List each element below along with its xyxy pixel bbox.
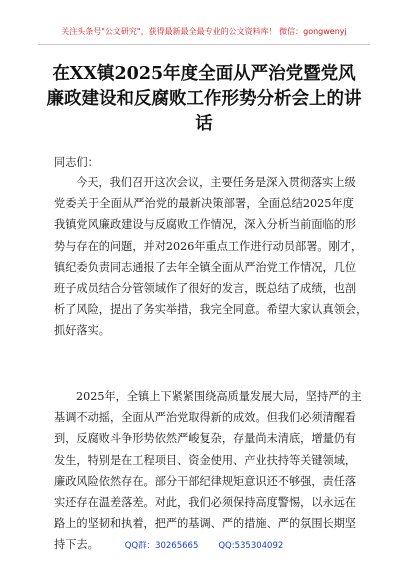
paragraph-line: 党委关于全面从严治党的最新决策部署，全面总结2025年度 bbox=[54, 197, 354, 211]
salutation: 同志们： bbox=[54, 156, 99, 169]
paragraph-line: 今天，我们召开这次会议，主要任务是深入贯彻落实上级 bbox=[76, 176, 356, 189]
paragraph-line: 实还存在温差落差。对此，我们必须保持高度警惕，以永远在 bbox=[54, 496, 357, 510]
paragraph-line: 基调不动摇，全面从严治党取得新的成效。但我们必须清醒看 bbox=[54, 411, 357, 425]
paragraph-line: 镇纪委负责同志通报了去年全镇全面从严治党工作情况，几位 bbox=[54, 260, 357, 274]
paragraph-1 bbox=[54, 172, 368, 342]
paragraph-line: 到，反腐败斗争形势依然严峻复杂，存量尚未清底，增量仍有 bbox=[54, 432, 357, 446]
paragraph-line: 路上的坚韧和执着，把严的基调、严的措施、严的氛围长期坚 bbox=[54, 517, 357, 531]
paragraph-line: 抓好落实。 bbox=[54, 324, 110, 338]
paragraph-line: 发生，特别是在工程项目、资金使用、产业扶持等关键领域， bbox=[54, 453, 357, 467]
title-line-3: 话 bbox=[195, 114, 213, 134]
paragraph-line: 我镇党风廉政建设与反腐败工作情况，深入分析当前面临的形 bbox=[54, 218, 357, 232]
paragraph-line: 持下去。 bbox=[54, 538, 99, 552]
footer-qq-group: QQ群：30265665 bbox=[124, 541, 199, 551]
header-divider bbox=[38, 44, 370, 45]
footer-qq: QQ:535304092 bbox=[218, 541, 284, 551]
paragraph-line: 析了风险，提出了务实举措，我完全同意。希望大家认真领会， bbox=[54, 303, 368, 317]
paragraph-line: 2025年，全镇上下紧紧围绕高质量发展大局，坚持严的主 bbox=[76, 390, 362, 403]
paragraph-line: 班子成员结合分管领域作了很好的发言，既总结了成绩，也剖 bbox=[54, 282, 357, 296]
paragraph-line: 廉政风险依然存在。部分干部纪律规矩意识还不够强，责任落 bbox=[54, 474, 357, 488]
document-title bbox=[40, 62, 368, 137]
header-banner: 关注头条号"公文研究"，获得最新最全最专业的公文资料库！ 微信：gongwenyj bbox=[61, 27, 347, 36]
title-line-1: 在XX镇2025年度全面从严治党暨党风 bbox=[52, 64, 356, 84]
paragraph-2 bbox=[54, 386, 362, 556]
title-line-2: 廉政建设和反腐败工作形势分析会上的讲 bbox=[46, 89, 362, 109]
footer-contact bbox=[0, 539, 408, 551]
paragraph-line: 势与存在的问题，并对2026年重点工作进行动员部署。刚才， bbox=[54, 239, 363, 253]
